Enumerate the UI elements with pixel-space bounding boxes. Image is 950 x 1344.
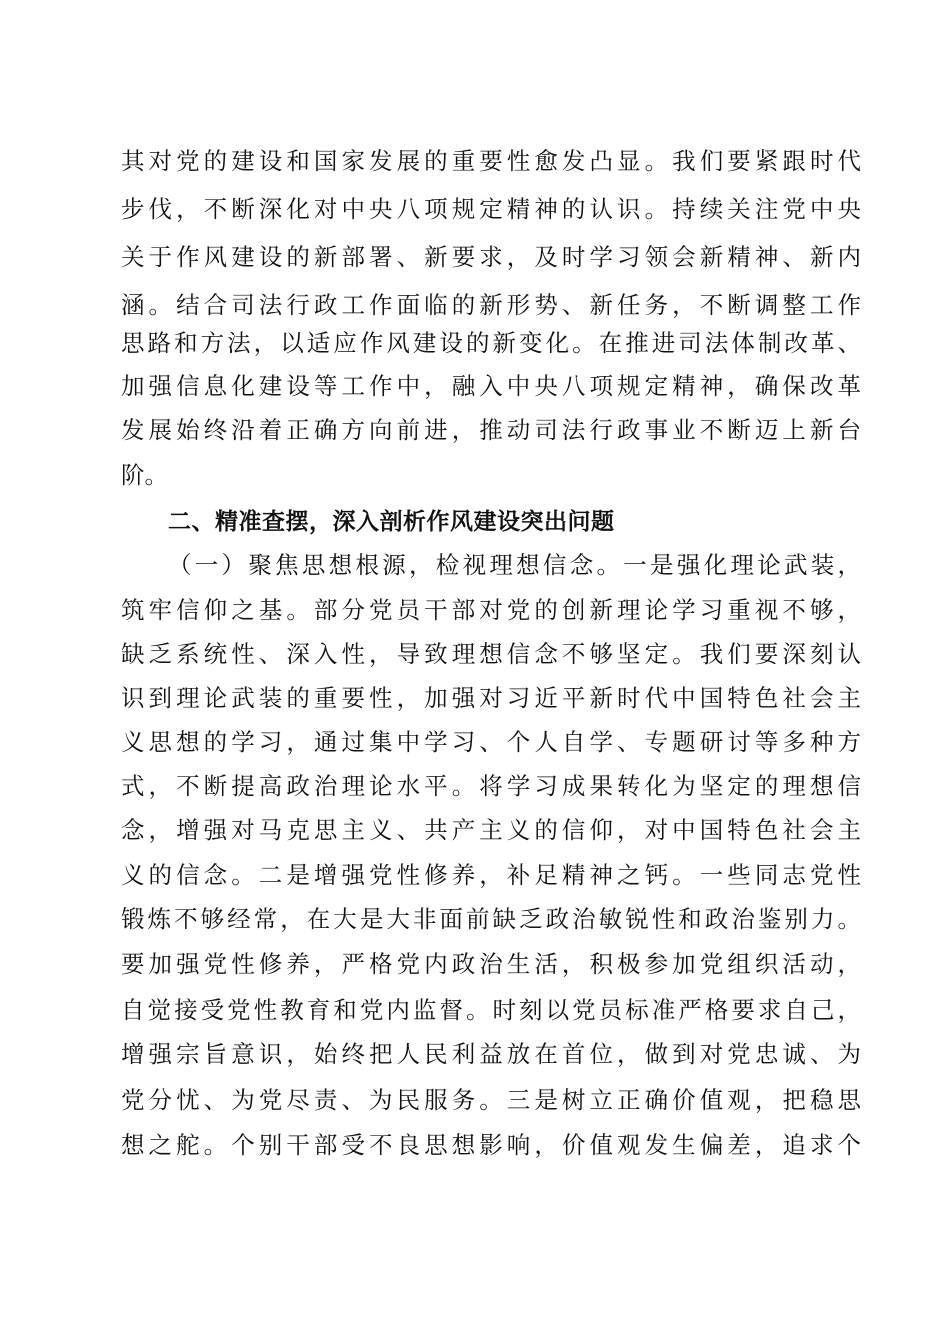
paragraph-line: 涵。结合司法行政工作面临的新形势、新任务，不断调整工作 bbox=[121, 291, 861, 319]
paragraph-line: 义思想的学习，通过集中学习、个人自学、专题研讨等多种方 bbox=[121, 728, 861, 756]
paragraph-line: 筑牢信仰之基。部分党员干部对党的创新理论学习重视不够， bbox=[121, 596, 861, 624]
paragraph-line: 自觉接受党性教育和党内监督。时刻以党员标准严格要求自己， bbox=[121, 996, 861, 1024]
paragraph-line: 要加强党性修养，严格党内政治生活，积极参加党组织活动， bbox=[121, 950, 861, 978]
section-heading: 二、精准查摆，深入剖析作风建设突出问题 bbox=[168, 509, 615, 535]
paragraph-line: 念，增强对马克思主义、共产主义的信仰，对中国特色社会主 bbox=[121, 816, 861, 844]
paragraph-line: 关于作风建设的新部署、新要求，及时学习领会新精神、新内 bbox=[121, 243, 861, 271]
paragraph-line: 阶。 bbox=[121, 461, 168, 489]
paragraph-line: （一）聚焦思想根源，检视理想信念。一是强化理论武装， bbox=[168, 551, 861, 579]
paragraph-line: 思路和方法，以适应作风建设的新变化。在推进司法体制改革、 bbox=[121, 329, 861, 357]
paragraph-line: 步伐，不断深化对中央八项规定精神的认识。持续关注党中央 bbox=[121, 195, 861, 223]
paragraph-line: 增强宗旨意识，始终把人民利益放在首位，做到对党忠诚、为 bbox=[121, 1040, 861, 1068]
paragraph-line: 识到理论武装的重要性，加强对习近平新时代中国特色社会主 bbox=[121, 684, 861, 712]
paragraph-line: 义的信念。二是增强党性修养，补足精神之钙。一些同志党性 bbox=[121, 861, 861, 889]
paragraph-line: 锻炼不够经常，在大是大非面前缺乏政治敏锐性和政治鉴别力。 bbox=[121, 905, 861, 933]
paragraph-line: 式，不断提高政治理论水平。将学习成果转化为坚定的理想信 bbox=[121, 772, 861, 800]
paragraph-line: 缺乏系统性、深入性，导致理想信念不够坚定。我们要深刻认 bbox=[121, 640, 861, 668]
paragraph-line: 其对党的建设和国家发展的重要性愈发凸显。我们要紧跟时代 bbox=[121, 147, 861, 175]
paragraph-line: 想之舵。个别干部受不良思想影响，价值观发生偏差，追求个 bbox=[121, 1131, 861, 1159]
paragraph-line: 党分忧、为党尽责、为民服务。三是树立正确价值观，把稳思 bbox=[121, 1086, 861, 1114]
paragraph-line: 加强信息化建设等工作中，融入中央八项规定精神，确保改革 bbox=[121, 372, 861, 400]
paragraph-line: 发展始终沿着正确方向前进，推动司法行政事业不断迈上新台 bbox=[121, 416, 861, 444]
